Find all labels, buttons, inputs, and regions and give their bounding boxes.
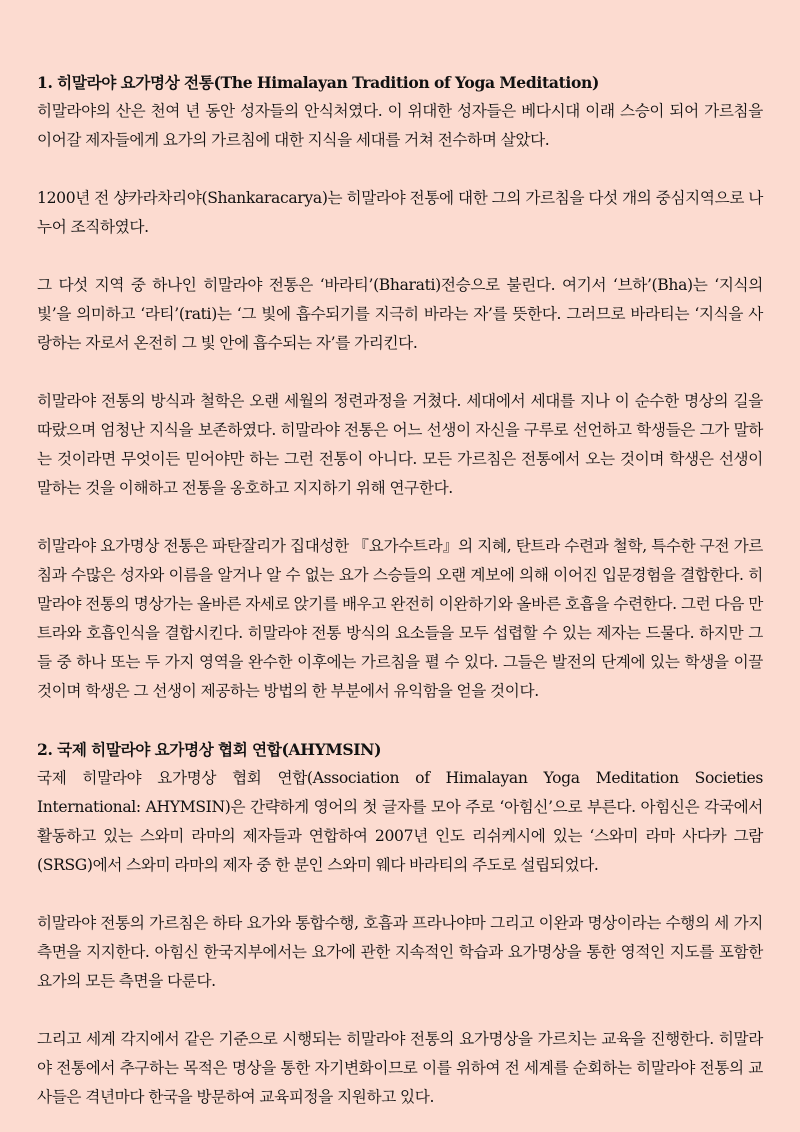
paragraph: 히말라야 전통의 방식과 철학은 오랜 세월의 정련과정을 거쳤다. 세대에서 세대를 지나 이 순수한 명상의 길을 따랐으며 엄청난 지식을 보존하였다. 히말라야 전통은 어느 선생이 자신을 구루로 선언하고 학생들은 그가 말하는 것이라면 무엇이든 믿어야만 하는 그런 전통이 아니다. 모든 가르침은 전통에서 오는 것이며 학생은 선생이 말하는 것을 이해하고 전통을 옹호하고 지지하기 위해 연구한다.	[37, 392, 763, 497]
section-himalayan-tradition	[37, 68, 763, 706]
section-title: 1. 히말라야 요가명상 전통(The Himalayan Tradition of Yoga Meditation)	[37, 73, 600, 92]
section-title: 2. 국제 히말라야 요가명상 협회 연합(AHYMSIN)	[37, 740, 382, 759]
paragraph: 1200년 전 샹카라차리야(Shankaracarya)는 히말라야 전통에 대한 그의 가르침을 다섯 개의 중심지역으로 나누어 조직하였다.	[37, 189, 763, 236]
paragraph: 국제 히말라야 요가명상 협회 연합(Association of Himalayan Yoga Meditation Societies International: AHYMSIN)은 간략하게 영어의 첫 글자를 모아 주로 ‘아힘신’으로 부른다. 아힘신은 각국에서 활동하고 있는 스와미 라마의 제자들과 연합하여 2007년 인도 리쉬케시에 있는 ‘스와미 라마 사다카 그람(SRSG)에서 스와미 라마의 제자 중 한 분인 스와미 웨다 바라티의 주도로 설립되었다.	[37, 769, 763, 874]
paragraph: 히말라야 전통의 가르침은 하타 요가와 통합수행, 호흡과 프라나야마 그리고 이완과 명상이라는 수행의 세 가지 측면을 지지한다. 아힘신 한국지부에서는 요가에 관한 지속적인 학습과 요가명상을 통한 영적인 지도를 포함한 요가의 모든 측면을 다룬다.	[37, 914, 763, 990]
paragraph: 히말라야 요가명상 전통은 파탄잘리가 집대성한 『요가수트라』의 지혜, 탄트라 수련과 철학, 특수한 구전 가르침과 수많은 성자와 이름을 알거나 알 수 없는 요가 스승들의 오랜 계보에 의해 이어진 입문경험을 결합한다. 히말라야 전통의 명상가는 올바른 자세로 앉기를 배우고 완전히 이완하기와 올바른 호흡을 수련한다. 그런 다음 만트라와 호흡인식을 결합시킨다. 히말라야 전통 방식의 요소들을 모두 섭렵할 수 있는 제자는 드물다. 하지만 그들 중 하나 또는 두 가지 영역을 완수한 이후에는 가르침을 펼 수 있다. 그들은 발전의 단계에 있는 학생을 이끌 것이며 학생은 그 선생이 제공하는 방법의 한 부분에서 유익함을 얻을 것이다.	[37, 537, 763, 700]
paragraph: 그 다섯 지역 중 하나인 히말라야 전통은 ‘바라티’(Bharati)전승으로 불린다. 여기서 ‘브하’(Bha)는 ‘지식의 빛’을 의미하고 ‘라티’(rati)는 ‘그 빛에 흡수되기를 지극히 바라는 자’를 뜻한다. 그러므로 바라티는 ‘지식을 사랑하는 자로서 온전히 그 빛 안에 흡수되는 자’를 가리킨다.	[37, 276, 763, 352]
paragraph: 히말라야의 산은 천여 년 동안 성자들의 안식처였다. 이 위대한 성자들은 베다시대 이래 스승이 되어 가르침을 이어갈 제자들에게 요가의 가르침에 대한 지식을 세대를 거쳐 전수하며 살았다.	[37, 102, 763, 149]
section-ahymsin	[37, 735, 763, 1112]
paragraph: 그리고 세계 각지에서 같은 기준으로 시행되는 히말라야 전통의 요가명상을 가르치는 교육을 진행한다. 히말라야 전통에서 추구하는 목적은 명상을 통한 자기변화이므로 이를 위하여 전 세계를 순회하는 히말라야 전통의 교사들은 격년마다 한국을 방문하여 교육피정을 지원하고 있다.	[37, 1030, 763, 1106]
